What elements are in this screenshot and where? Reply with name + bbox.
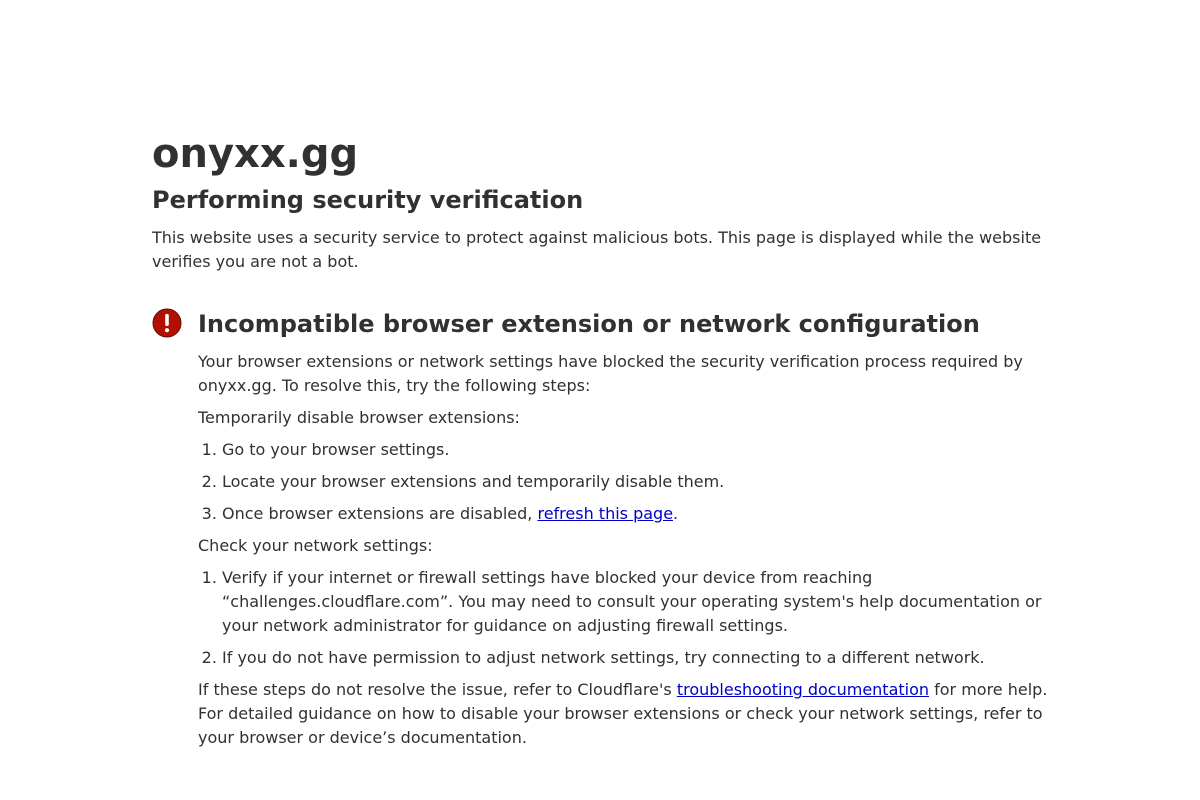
list-item xyxy=(222,470,1052,494)
page-subtitle: Performing security verification xyxy=(152,186,584,214)
error-section xyxy=(152,308,1052,750)
help-footer-suffix: for more help. For detailed guidance on how to disable your browser extensions or check your network settings, refer to your browser or device’s documentation. xyxy=(198,680,1048,747)
list-item xyxy=(222,566,1052,638)
help-footer-prefix: If these steps do not resolve the issue, refer to Cloudflare's xyxy=(198,680,677,699)
main-content xyxy=(152,128,1052,750)
extensions-step-3-suffix: . xyxy=(673,504,679,523)
error-description: Your browser extensions or network settings have blocked the security verification process required by onyxx.gg. To resolve this, try the following steps: xyxy=(198,352,1023,395)
extensions-step-3-prefix: Once browser extensions are disabled, xyxy=(222,504,538,523)
network-step-2: If you do not have permission to adjust network settings, try connecting to a different network. xyxy=(222,648,985,667)
help-footer xyxy=(198,678,1052,750)
troubleshooting-docs-link[interactable]: troubleshooting documentation xyxy=(676,680,930,699)
extensions-steps xyxy=(198,438,1052,526)
network-step-1: Verify if your internet or firewall settings have blocked your device from reaching “challenges.cloudflare.com”. You may need to consult your operating system's help documentation or your network administrator for guidance on adjusting firewall settings. xyxy=(222,568,1042,635)
site-title: onyxx.gg xyxy=(152,131,359,177)
extensions-step-2: Locate your browser extensions and temporarily disable them. xyxy=(222,472,725,491)
refresh-page-link[interactable]: refresh this page xyxy=(537,504,674,523)
list-item xyxy=(222,438,1052,462)
list-item xyxy=(222,646,1052,670)
extensions-heading: Temporarily disable browser extensions: xyxy=(198,408,520,427)
list-item xyxy=(222,502,1052,526)
network-steps xyxy=(198,566,1052,670)
intro-text: This website uses a security service to protect against malicious bots. This page is displayed while the website verifies you are not a bot. xyxy=(152,228,1042,271)
exclamation-icon xyxy=(152,308,182,338)
extensions-step-1: Go to your browser settings. xyxy=(222,440,450,459)
error-title: Incompatible browser extension or network configuration xyxy=(198,310,980,338)
network-heading: Check your network settings: xyxy=(198,536,433,555)
